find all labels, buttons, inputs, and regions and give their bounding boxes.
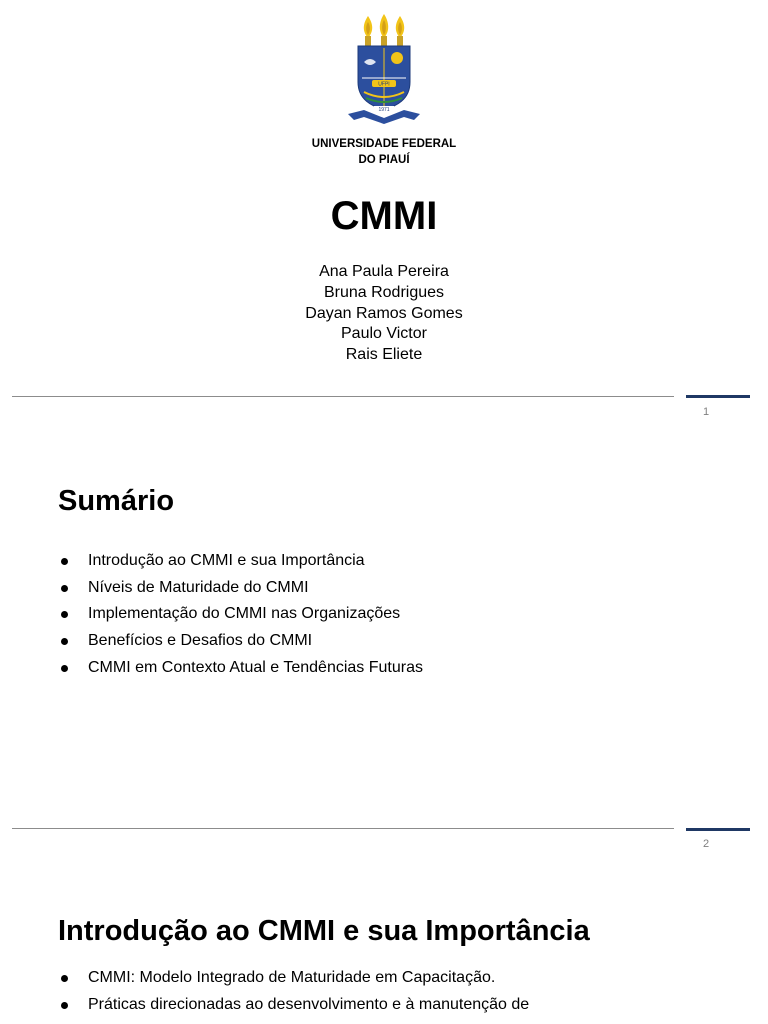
slide3-title: Introdução ao CMMI e sua Importância xyxy=(58,915,590,947)
list-item: Níveis de Maturidade do CMMI xyxy=(58,575,423,602)
summary-list xyxy=(58,548,423,681)
page-number: 2 xyxy=(702,838,710,850)
author-name: Bruna Rodrigues xyxy=(323,283,445,301)
author-name: Paulo Victor xyxy=(341,325,427,343)
svg-text:1971: 1971 xyxy=(378,107,390,113)
university-line-1: UNIVERSIDADE FEDERAL xyxy=(311,138,457,150)
slide-separator xyxy=(12,396,674,397)
author-name: Ana Paula Pereira xyxy=(319,263,449,280)
university-name xyxy=(234,136,534,168)
ufpi-logo xyxy=(344,14,424,126)
author-name: Rais Eliete xyxy=(345,346,423,364)
slide-accent-bar xyxy=(686,395,750,398)
torch-flames-icon xyxy=(364,14,404,46)
list-item: CMMI em Contexto Atual e Tendências Futuras xyxy=(58,655,423,682)
svg-text:UFPI: UFPI xyxy=(378,81,390,88)
slide-separator xyxy=(12,828,674,829)
authors-list xyxy=(184,262,584,366)
page-number: 1 xyxy=(702,406,710,418)
slide2-title: Sumário xyxy=(58,485,175,517)
list-item: CMMI: Modelo Integrado de Maturidade em Capacitação. xyxy=(58,965,529,992)
university-line-2: DO PIAUÍ xyxy=(358,154,410,166)
slide1-title: CMMI xyxy=(330,194,438,238)
list-item: Implementação do CMMI nas Organizações xyxy=(58,601,423,628)
list-item: Práticas direcionadas ao desenvolvimento e à manutenção de xyxy=(58,992,529,1019)
list-item: Benefícios e Desafios do CMMI xyxy=(58,628,423,655)
slide-accent-bar xyxy=(686,828,750,831)
intro-list xyxy=(58,965,529,1018)
list-item: Introdução ao CMMI e sua Importância xyxy=(58,548,423,575)
author-name: Dayan Ramos Gomes xyxy=(305,304,463,322)
